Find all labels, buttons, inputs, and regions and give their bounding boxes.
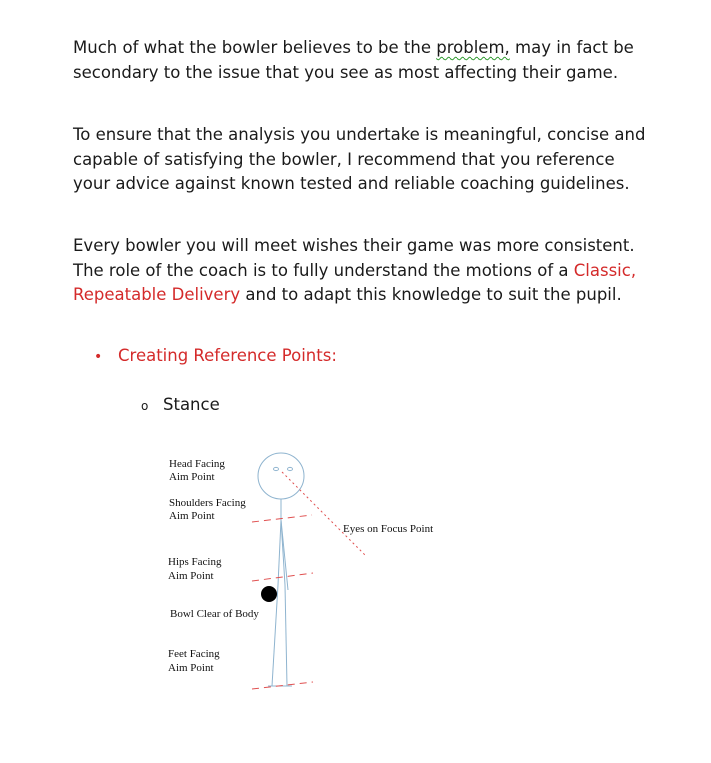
label-head-line1: Head Facing xyxy=(169,458,225,470)
figure-head xyxy=(258,453,304,499)
feet-reference-line xyxy=(252,682,313,689)
paragraph-text: Every bowler you will meet wishes their game was more consistent. The role of the coach is to fully understand the motions of a xyxy=(73,236,635,280)
bullet-icon: • xyxy=(94,349,103,365)
label-bowl: Bowl Clear of Body xyxy=(170,608,259,620)
hips-reference-line xyxy=(252,573,313,581)
figure-right-eye xyxy=(288,467,293,470)
paragraph-text: Much of what the bowler believes to be the xyxy=(73,38,437,57)
figure-torso-left xyxy=(278,520,281,585)
figure-right-leg xyxy=(285,585,287,686)
label-hips-line2: Aim Point xyxy=(168,570,214,582)
label-eyes: Eyes on Focus Point xyxy=(343,523,434,535)
bowl-icon xyxy=(261,586,277,602)
label-feet-line2: Aim Point xyxy=(168,662,214,674)
hollow-bullet-icon: o xyxy=(141,399,149,413)
shoulders-reference-line xyxy=(252,515,312,522)
label-shoulders-line2: Aim Point xyxy=(169,510,215,522)
classic-delivery-highlight: Classic, Repeatable Delivery xyxy=(73,260,637,305)
eye-focus-line xyxy=(282,472,366,556)
bullet-text: Creating Reference Points: xyxy=(118,346,337,365)
label-hips-line1: Hips Facing xyxy=(168,556,222,568)
paragraph-analysis: To ensure that the analysis you undertake is meaningful, concise and capable of satisfying the bowler, I recommend that you reference your advice against known tested and reliable coaching guidelines. xyxy=(73,125,646,194)
spellcheck-flagged-word[interactable]: problem, xyxy=(436,38,510,57)
paragraph-text: and to adapt this knowledge to suit the pupil. xyxy=(240,285,622,305)
paragraph-text: may in fact be secondary to the issue that you see as most affecting their game. xyxy=(73,38,634,82)
label-shoulders-line1: Shoulders Facing xyxy=(169,497,246,509)
label-head-line2: Aim Point xyxy=(169,471,215,483)
label-feet-line1: Feet Facing xyxy=(168,648,220,660)
figure-left-eye xyxy=(274,467,279,470)
stick-figure xyxy=(258,453,304,686)
sub-bullet-text: Stance xyxy=(163,395,220,414)
